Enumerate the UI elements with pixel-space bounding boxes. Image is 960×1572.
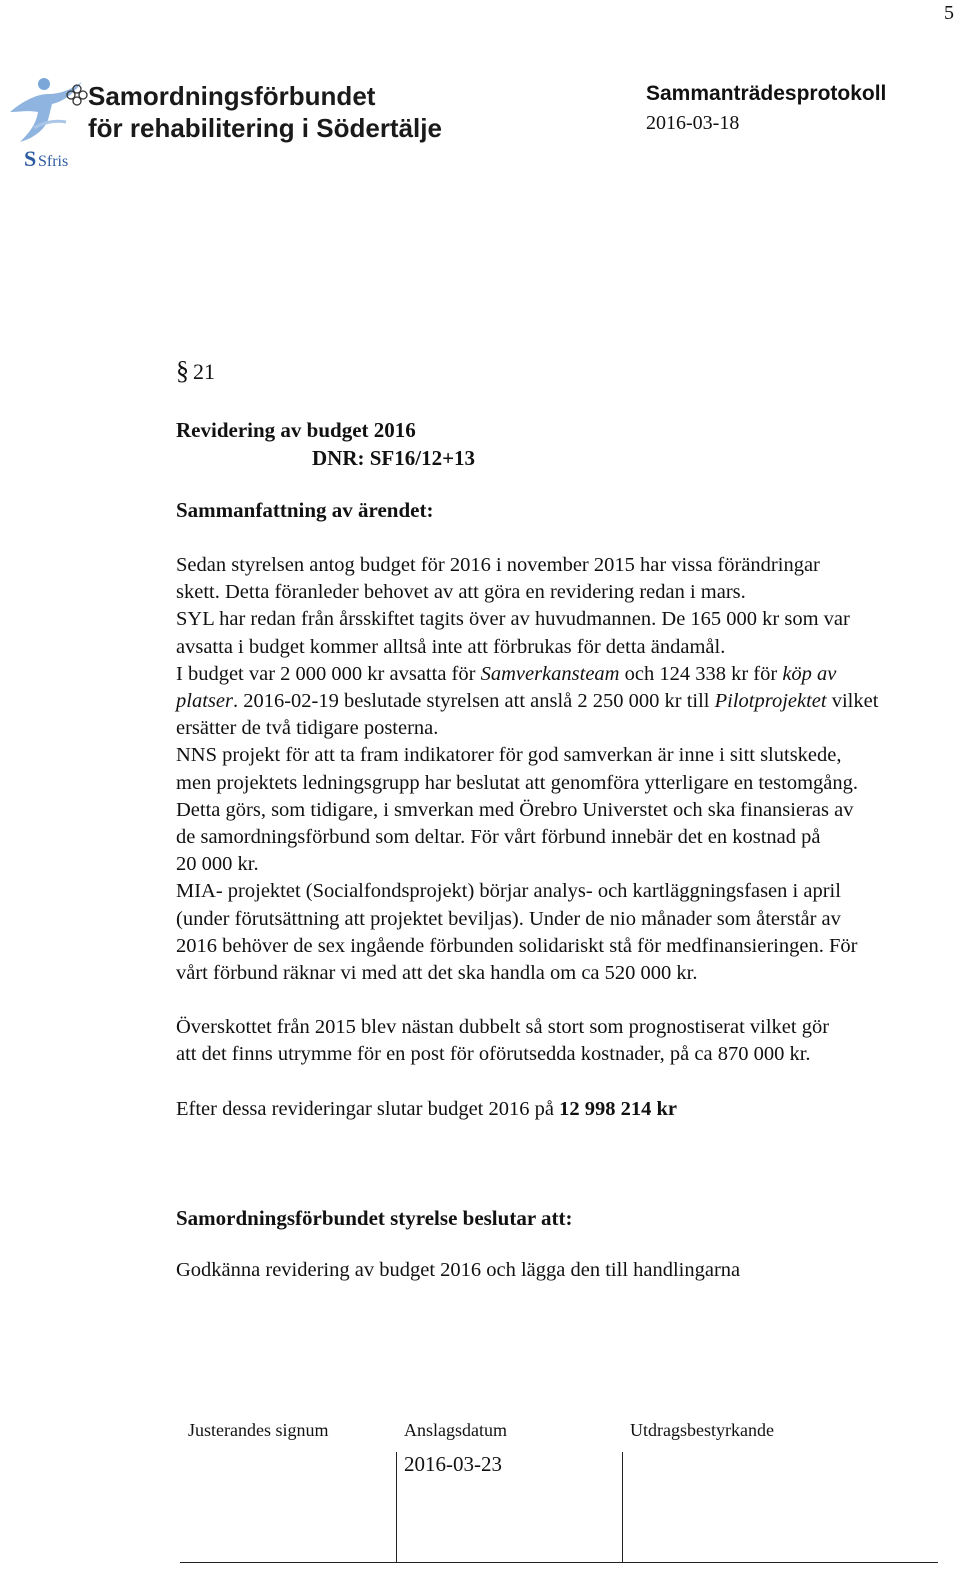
signature-baseline — [180, 1562, 938, 1563]
final-budget-line: Efter dessa revideringar slutar budget 2016 på 12 998 214 kr — [176, 1097, 677, 1120]
signature-divider — [396, 1452, 397, 1562]
decision-heading: Samordningsförbundet styrelse beslutar att: — [176, 1206, 573, 1230]
dnr-reference: DNR: SF16/12+13 — [312, 446, 476, 470]
paragraph-number — [176, 356, 215, 386]
budget-line: I budget var 2 000 000 kr avsatta för Samverkansteam och 124 338 kr för köp av — [176, 662, 837, 685]
summary-line: men projektets ledningsgrupp har beslutat att genomföra ytterligare en testomgång. — [176, 771, 858, 794]
anslag-label: Anslagsdatum — [404, 1420, 507, 1440]
org-line-2: för rehabilitering i Södertälje — [88, 113, 442, 143]
svg-text:Sfris: Sfris — [38, 153, 69, 170]
samverkansteam-term: Samverkansteam — [480, 662, 620, 685]
summary-line: 2016 behöver de sex ingående förbunden solidariskt stå för medfinansieringen. För — [176, 934, 858, 957]
svg-text:S: S — [24, 146, 37, 171]
flower-icon — [66, 84, 88, 106]
summary-line: skett. Detta föranleder behovet av att göra en revidering redan i mars. — [176, 581, 746, 604]
surplus-line: att det finns utrymme för en post för oförutsedda kostnader, på ca 870 000 kr. — [176, 1043, 811, 1066]
page-number: 5 — [944, 2, 954, 24]
summary-line: 20 000 kr. — [176, 853, 259, 876]
organization-name — [88, 80, 442, 144]
budget-line: platser. 2016-02-19 beslutade styrelsen att anslå 2 250 000 kr till Pilotprojektet vilket — [176, 690, 879, 713]
summary-line: MIA- projektet (Socialfondsprojekt) börjar analys- och kartläggningsfasen i april — [176, 880, 841, 903]
signature-divider — [622, 1452, 623, 1562]
summary-line: SYL har redan från årsskiftet tagits över av huvudmannen. De 165 000 kr som var — [176, 608, 850, 631]
summary-line: ersätter de två tidigare posterna. — [176, 717, 439, 740]
decision-text: Godkänna revidering av budget 2016 och lägga den till handlingarna — [176, 1259, 741, 1281]
summary-line: NNS projekt för att ta fram indikatorer för god samverkan är inne i sitt slutskede, — [176, 744, 842, 767]
document-date: 2016-03-18 — [646, 112, 740, 134]
summary-line: Sedan styrelsen antog budget för 2016 i november 2015 har vissa förändringar — [176, 554, 820, 576]
utdrag-label: Utdragsbestyrkande — [630, 1420, 774, 1440]
paragraph-sign: § — [176, 356, 189, 385]
summary-line: (under förutsättning att projektet beviljas). Under de nio månader som återstår av — [176, 907, 841, 930]
paragraph-number-value: 21 — [193, 359, 215, 384]
summary-heading: Sammanfattning av ärendet: — [176, 498, 434, 522]
summary-line: de samordningsförbund som deltar. För vårt förbund innebär det en kostnad på — [176, 826, 821, 849]
summary-line: avsatta i budget kommer alltså inte att förbrukas för detta ändamål. — [176, 635, 726, 658]
section-title-text: Revidering av budget 2016 — [176, 418, 416, 442]
summary-body — [176, 552, 956, 1123]
final-budget-amount: 12 998 214 kr — [559, 1097, 677, 1120]
summary-line: Detta görs, som tidigare, i smverkan med Örebro Universtet och ska finansieras av — [176, 798, 854, 821]
pilotprojektet-term: Pilotprojektet — [714, 690, 827, 713]
org-line-1: Samordningsförbundet — [88, 81, 376, 111]
anslag-date: 2016-03-23 — [404, 1452, 502, 1476]
surplus-line: Överskottet från 2015 blev nästan dubbelt så stort som prognostiserat vilket gör — [176, 1016, 830, 1039]
summary-line: vårt förbund räknar vi med att det ska handla om ca 520 000 kr. — [176, 962, 698, 985]
section-title — [176, 416, 475, 472]
document-type: Sammanträdesprotokoll — [646, 82, 887, 105]
signum-label: Justerandes signum — [188, 1420, 329, 1440]
